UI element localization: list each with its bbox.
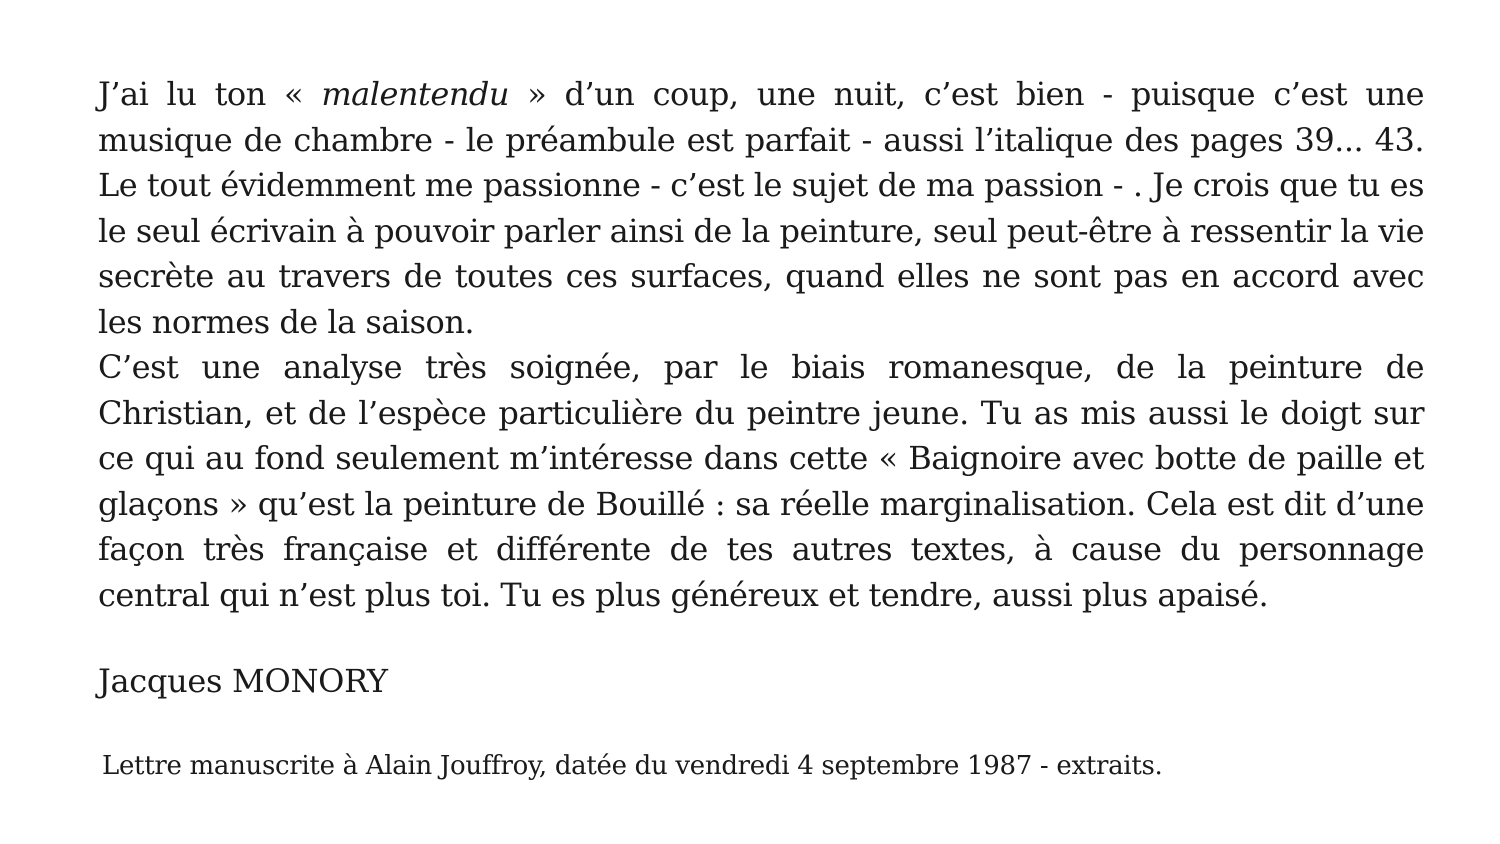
letter-body [98,72,1424,618]
letter-paragraph-2: C’est une analyse très soignée, par le biais romanesque, de la peinture de Christian, et de l’espèce particulière du peintre jeune. Tu as mis aussi le doigt sur ce qui au fond seulement m’intéresse dans cette « Baignoire avec botte de paille et glaçons » qu’est la peinture de Bouillé : sa réelle marginalisation. Cela est dit d’une façon très française et différente de tes autres textes, à cause du personnage central qui n’est plus toi. Tu es plus généreux et tendre, aussi plus apaisé. [98,348,1424,614]
source-caption: Lettre manuscrite à Alain Jouffroy, datée du vendredi 4 septembre 1987 - extraits. [102,751,1163,781]
paragraph-1-rest: » d’un coup, une nuit, c’est bien - puisque c’est une musique de chambre - le préambule est parfait - aussi l’italique des pages 39... 43. Le tout évidemment me passionne - c’est le sujet de ma passion - . Je crois que tu es le seul écrivain à pouvoir parler ainsi de la peinture, seul peut-être à ressentir la vie secrète au travers de toutes ces surfaces, quand elles ne sont pas en accord avec les normes de la saison. [98,75,1425,341]
letter-paragraph-1 [98,72,1424,345]
signature: Jacques MONORY [98,662,388,700]
paragraph-1-opening: J’ai lu ton « [98,75,322,113]
book-title: malentendu [321,75,510,113]
